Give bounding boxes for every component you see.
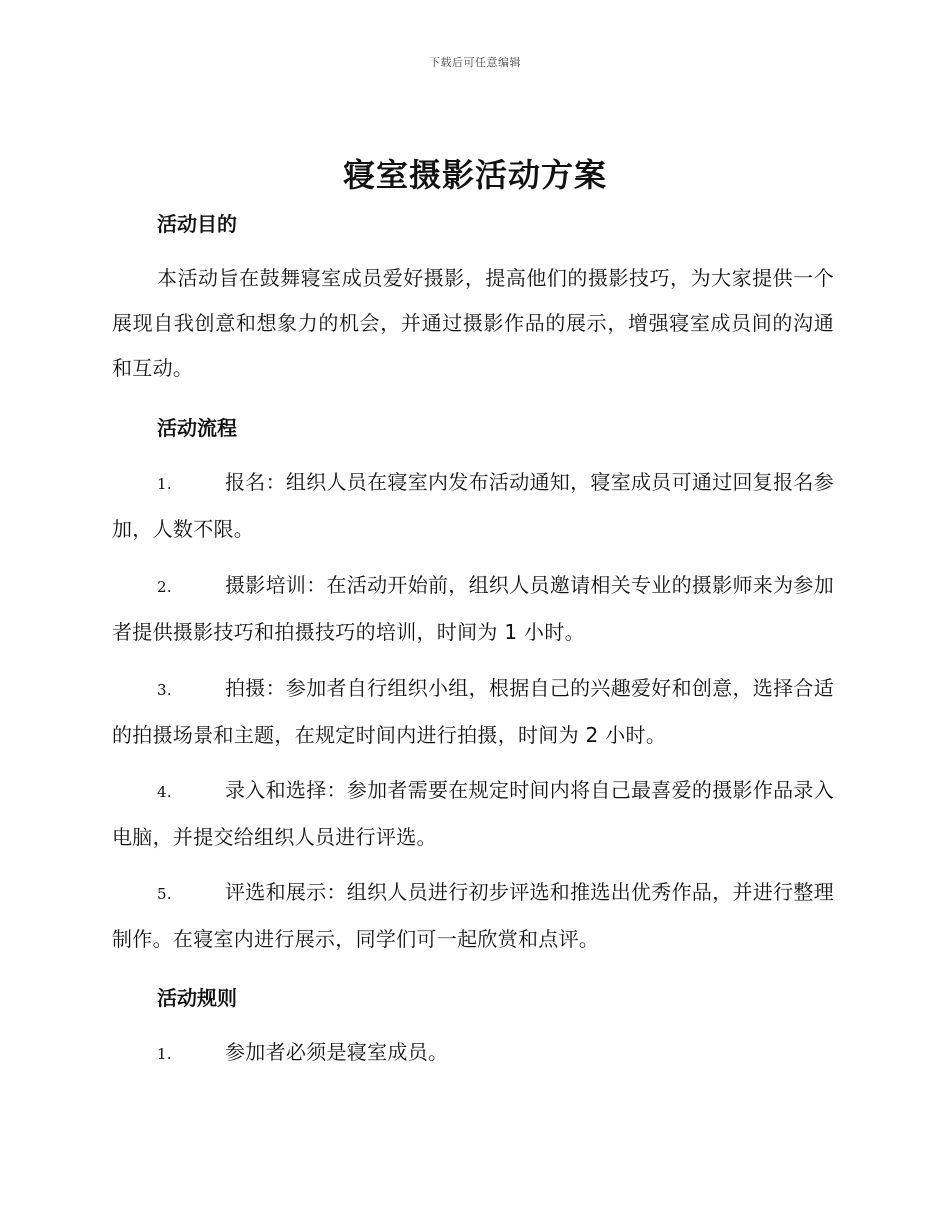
item-number: 2.: [157, 578, 172, 596]
document-title: 寝室摄影活动方案: [342, 156, 607, 194]
process-item: [112, 460, 834, 552]
item-number: 1.: [157, 475, 172, 493]
item-text: 摄影培训：在活动开始前，组织人员邀请相关专业的摄影师来为参加者提供摄影技巧和拍摄技巧的培训，时间为 1 小时。: [112, 573, 834, 644]
item-number: 1.: [157, 1045, 172, 1063]
section-heading-purpose: 活动目的: [157, 212, 237, 236]
process-item: [112, 563, 834, 655]
header-note: 下载后可任意编辑: [429, 56, 521, 69]
item-number: 5.: [157, 885, 172, 903]
process-item: [112, 666, 834, 758]
section-heading-rules: 活动规则: [157, 986, 237, 1010]
item-text: 评选和展示：组织人员进行初步评选和推选出优秀作品，并进行整理制作。在寝室内进行展示，同学们可一起欣赏和点评。: [112, 880, 834, 951]
item-number: 4.: [157, 783, 172, 801]
item-text: 参加者必须是寝室成员。: [225, 1040, 449, 1064]
item-text: 报名：组织人员在寝室内发布活动通知，寝室成员可通过回复报名参加，人数不限。: [112, 470, 834, 541]
process-item: [112, 870, 834, 962]
rules-item: [112, 1030, 834, 1077]
section-heading-process: 活动流程: [157, 416, 237, 440]
process-item: [112, 768, 834, 860]
item-text: 拍摄：参加者自行组织小组，根据自己的兴趣爱好和创意，选择合适的拍摄场景和主题，在规定时间内进行拍摄，时间为 2 小时。: [112, 676, 834, 747]
item-text: 录入和选择：参加者需要在规定时间内将自己最喜爱的摄影作品录入电脑，并提交给组织人员进行评选。: [112, 778, 834, 849]
item-number: 3.: [157, 681, 172, 699]
purpose-paragraph: 本活动旨在鼓舞寝室成员爱好摄影，提高他们的摄影技巧，为大家提供一个展现自我创意和想象力的机会，并通过摄影作品的展示，增强寝室成员间的沟通和互动。: [112, 266, 834, 380]
